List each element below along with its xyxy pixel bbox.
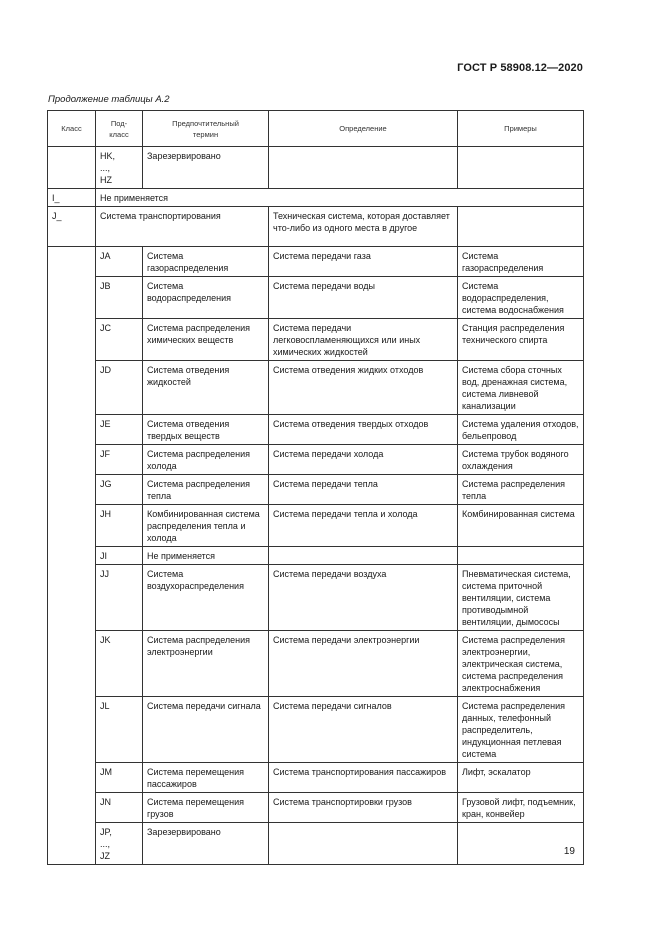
table-row (48, 505, 584, 547)
table-caption: Продолжение таблицы А.2 (48, 94, 170, 105)
standard-designation: ГОСТ Р 58908.12—2020 (457, 62, 583, 74)
cell-definition: Система отведения твердых отходов (269, 415, 458, 445)
table-row (48, 823, 584, 865)
cell-examples-empty (458, 823, 584, 865)
cell-examples: Система водораспределения, система водоснабжения (458, 277, 584, 319)
cell-examples: Система распределения электроэнергии, электрическая система, система распределения электроснабжения (458, 631, 584, 697)
subclass-range: HK, ..., HZ (100, 151, 116, 185)
cell-merged-text: Не применяется (96, 189, 584, 207)
cell-definition: Система передачи тепла и холода (269, 505, 458, 547)
table-row (48, 631, 584, 697)
table-header-row (48, 111, 584, 147)
cell-term: Система воздухораспределения (143, 565, 269, 631)
cell-definition: Система отведения жидких отходов (269, 361, 458, 415)
cell-term: Система водораспределения (143, 277, 269, 319)
cell-subclass: JI (96, 547, 143, 565)
table-row (48, 697, 584, 763)
cell-subclass: JK (96, 631, 143, 697)
cell-subclass: JJ (96, 565, 143, 631)
cell-definition: Система передачи холода (269, 445, 458, 475)
table-row (48, 793, 584, 823)
table-row (48, 277, 584, 319)
header-term-text: Предпочтительный термин (172, 118, 239, 139)
table-row (48, 189, 584, 207)
cell-class-empty (48, 247, 96, 865)
cell-term-merged: Система транспортирования (96, 207, 269, 247)
cell-examples: Система распределения данных, телефонный распределитель, индукционная петлевая система (458, 697, 584, 763)
cell-examples-empty (458, 207, 584, 247)
cell-class: I_ (48, 189, 96, 207)
cell-subclass: JE (96, 415, 143, 445)
cell-subclass: JB (96, 277, 143, 319)
cell-subclass (96, 823, 143, 865)
cell-term: Система газораспределения (143, 247, 269, 277)
cell-term: Система перемещения грузов (143, 793, 269, 823)
table-row (48, 547, 584, 565)
cell-term: Система распределения холода (143, 445, 269, 475)
cell-subclass: JN (96, 793, 143, 823)
cell-definition: Техническая система, которая доставляет что-либо из одного места в другое (269, 207, 458, 247)
cell-definition: Система передачи электроэнергии (269, 631, 458, 697)
cell-definition: Система передачи легковоспламеняющихся или иных химических жидкостей (269, 319, 458, 361)
subclass-range: JP, ..., JZ (100, 827, 112, 861)
table-row (48, 763, 584, 793)
cell-examples: Комбинированная система (458, 505, 584, 547)
cell-examples: Система распределения тепла (458, 475, 584, 505)
header-term (143, 111, 269, 147)
page-number: 19 (563, 846, 575, 857)
cell-term: Зарезервировано (143, 823, 269, 865)
cell-definition-empty (269, 823, 458, 865)
table-row (48, 247, 584, 277)
header-definition: Определение (269, 111, 458, 147)
classification-table (47, 110, 584, 865)
cell-subclass: JC (96, 319, 143, 361)
table-row (48, 147, 584, 189)
cell-subclass: JL (96, 697, 143, 763)
cell-term: Система распределения химических веществ (143, 319, 269, 361)
cell-class-empty (48, 147, 96, 189)
header-subclass-text: Под- класс (109, 118, 129, 139)
cell-examples: Система трубок водяного охлаждения (458, 445, 584, 475)
cell-definition-empty (269, 147, 458, 189)
cell-subclass: JA (96, 247, 143, 277)
cell-examples: Станция распределения технического спирта (458, 319, 584, 361)
cell-examples: Пневматическая система, система приточной вентиляции, система противодымной вентиляции, дымососы (458, 565, 584, 631)
cell-examples-empty (458, 547, 584, 565)
header-class: Класс (48, 111, 96, 147)
cell-term: Система отведения жидкостей (143, 361, 269, 415)
cell-term: Система передачи сигнала (143, 697, 269, 763)
table-row (48, 319, 584, 361)
cell-subclass: JM (96, 763, 143, 793)
cell-term: Система отведения твердых веществ (143, 415, 269, 445)
cell-definition: Система передачи газа (269, 247, 458, 277)
cell-examples-empty (458, 147, 584, 189)
table-row (48, 361, 584, 415)
cell-subclass (96, 147, 143, 189)
header-examples: Примеры (458, 111, 584, 147)
table-row (48, 207, 584, 247)
cell-subclass: JH (96, 505, 143, 547)
cell-subclass: JF (96, 445, 143, 475)
table-row (48, 445, 584, 475)
cell-term: Система распределения электроэнергии (143, 631, 269, 697)
cell-examples: Лифт, эскалатор (458, 763, 584, 793)
cell-term: Зарезервировано (143, 147, 269, 189)
cell-term: Система распределения тепла (143, 475, 269, 505)
cell-term: Не применяется (143, 547, 269, 565)
cell-examples: Система сбора сточных вод, дренажная система, система ливневой канализации (458, 361, 584, 415)
cell-term: Система перемещения пассажиров (143, 763, 269, 793)
cell-definition: Система передачи воздуха (269, 565, 458, 631)
cell-class: J_ (48, 207, 96, 247)
cell-term: Комбинированная система распределения тепла и холода (143, 505, 269, 547)
cell-definition: Система передачи тепла (269, 475, 458, 505)
cell-definition: Система передачи воды (269, 277, 458, 319)
cell-definition: Система транспортировки грузов (269, 793, 458, 823)
cell-subclass: JD (96, 361, 143, 415)
header-subclass (96, 111, 143, 147)
table-row (48, 565, 584, 631)
cell-definition: Система транспортирования пассажиров (269, 763, 458, 793)
cell-subclass: JG (96, 475, 143, 505)
cell-definition-empty (269, 547, 458, 565)
cell-examples: Система газораспределения (458, 247, 584, 277)
cell-definition: Система передачи сигналов (269, 697, 458, 763)
table-row (48, 415, 584, 445)
table-row (48, 475, 584, 505)
cell-examples: Грузовой лифт, подъемник, кран, конвейер (458, 793, 584, 823)
cell-examples: Система удаления отходов, бельепровод (458, 415, 584, 445)
